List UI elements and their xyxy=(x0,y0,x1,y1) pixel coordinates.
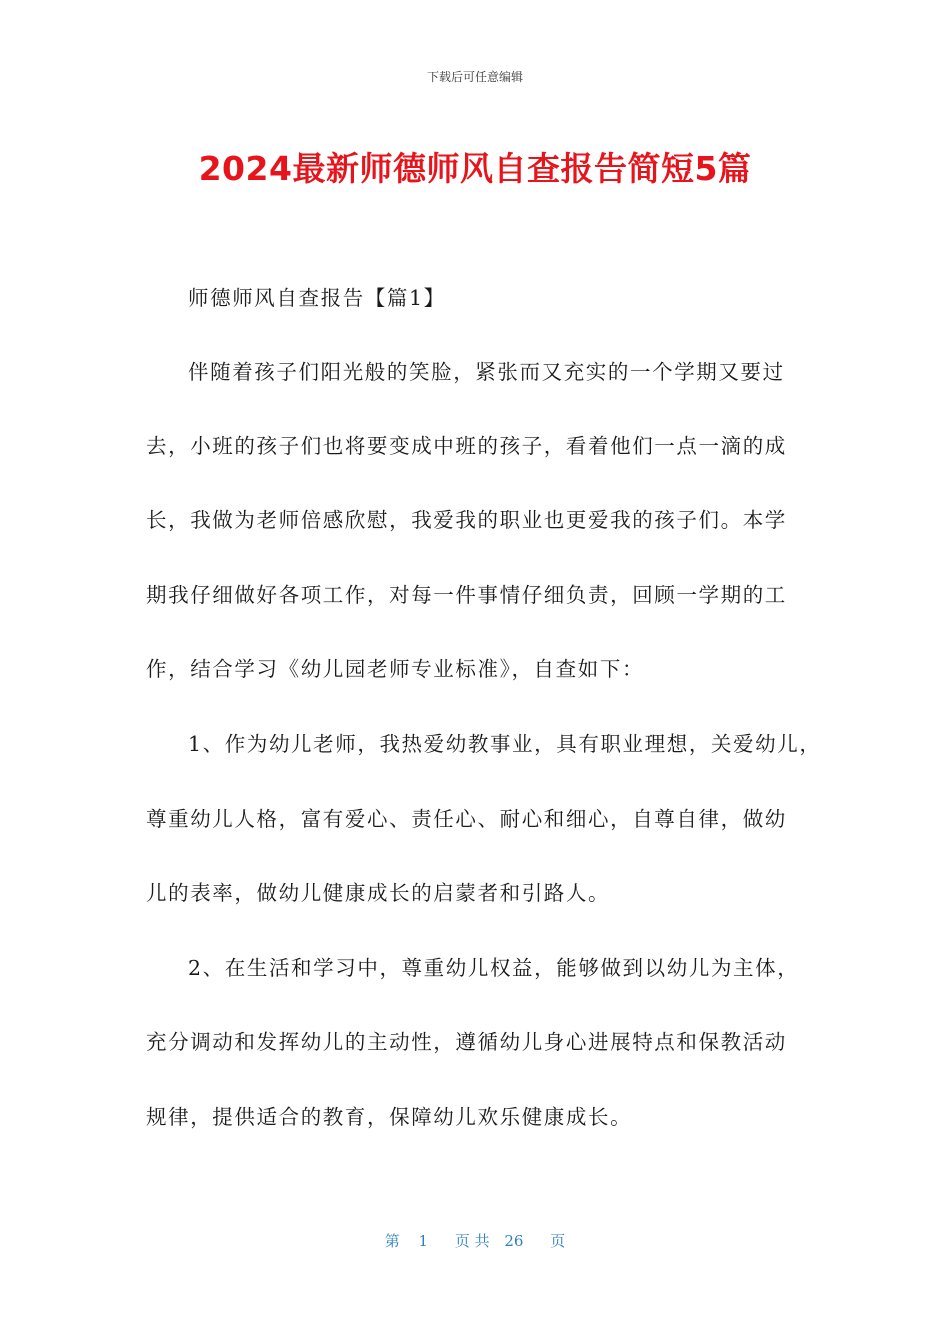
footer-total-pages: 26 xyxy=(504,1232,524,1250)
footer-page-number: 1 xyxy=(418,1232,429,1250)
footer-middle: 页 共 xyxy=(454,1232,490,1250)
paragraph-line: 伴随着孩子们阳光般的笑脸，紧张而又充实的一个学期又要过 xyxy=(188,360,785,384)
header-note: 下载后可任意编辑 xyxy=(426,70,523,84)
paragraph-line: 儿的表率，做幼儿健康成长的启蒙者和引路人。 xyxy=(146,881,611,905)
paragraph-line: 长，我做为老师倍感欣慰，我爱我的职业也更爱我的孩子们。本学 xyxy=(146,508,787,532)
paragraph-line: 2、在生活和学习中，尊重幼儿权益，能够做到以幼儿为主体， xyxy=(188,956,800,980)
paragraph-line: 期我仔细做好各项工作，对每一件事情仔细负责，回顾一学期的工 xyxy=(146,583,787,607)
paragraph-line: 尊重幼儿人格，富有爱心、责任心、耐心和细心，自尊自律，做幼 xyxy=(146,807,787,831)
paragraph-line: 去，小班的孩子们也将要变成中班的孩子，看着他们一点一滴的成 xyxy=(146,434,787,458)
paragraph-line: 1、作为幼儿老师，我热爱幼教事业，具有职业理想，关爱幼儿， xyxy=(188,732,822,756)
paragraph-line: 作，结合学习《幼儿园老师专业标准》，自查如下： xyxy=(146,657,645,681)
section-heading: 师德师风自查报告【篇1】 xyxy=(188,286,446,310)
document-title: 2024最新师德师风自查报告简短5篇 xyxy=(198,149,752,188)
footer-suffix: 页 xyxy=(550,1232,566,1250)
page-footer xyxy=(0,1230,950,1251)
paragraph-line: 充分调动和发挥幼儿的主动性，遵循幼儿身心进展特点和保教活动 xyxy=(146,1030,787,1054)
footer-prefix: 第 xyxy=(384,1232,400,1250)
paragraph-line: 规律，提供适合的教育，保障幼儿欢乐健康成长。 xyxy=(146,1105,633,1129)
